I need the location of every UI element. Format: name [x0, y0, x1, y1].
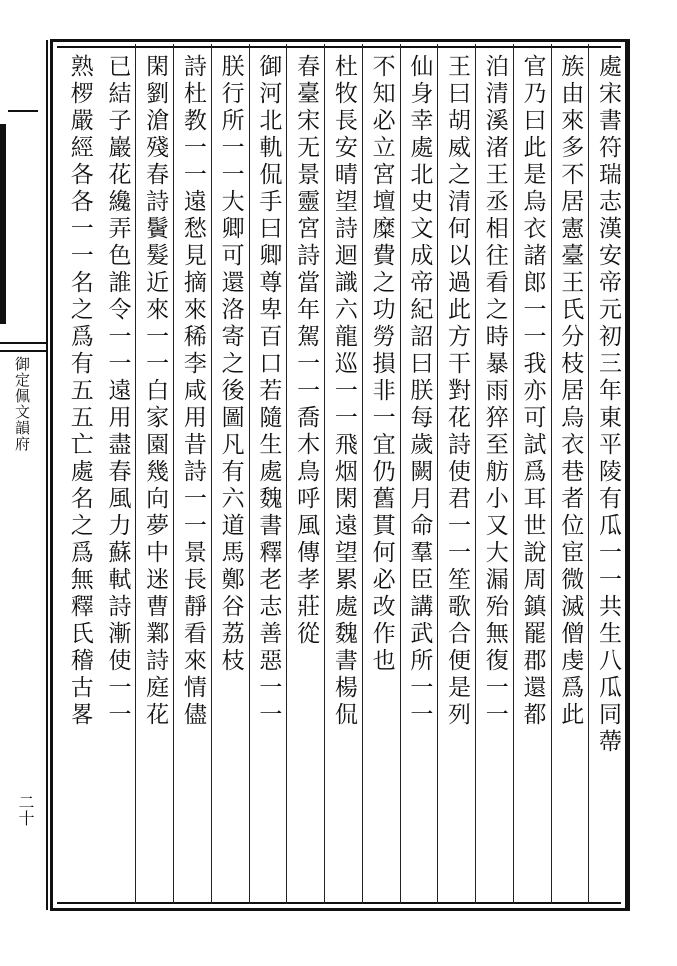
margin-line-top: [8, 110, 38, 112]
text-column-6: 仙身幸處北史文成帝紀詔曰朕每歲闕月命羣臣講武所一一: [406, 54, 433, 729]
text-column-12: 詩杜教一一遠愁見摘來稀李咸用昔詩一一景長靜看來情儘: [179, 54, 206, 729]
text-column-7: 不知必立宮壇糜費之功勞損非一宜仍舊貫何必改作也: [368, 54, 395, 675]
text-column-2: 族由來多不居憲臺王氏分枝居烏衣巷者位宦微滅僧虔爲此: [557, 54, 584, 729]
margin-strip: [0, 40, 48, 910]
text-column-11: 朕行所一一大卿可還洛寄之後圖凡有六道馬鄭谷荔枝: [217, 54, 244, 675]
text-column-13: 閑劉滄殘春詩鬢髮近來一一白家園幾向夢中迷曹鄴詩庭花: [142, 54, 169, 729]
page-number: 二十: [16, 794, 35, 826]
text-column-14: 已結子巖花纔弄色誰令一一遠用盡春風力蘇軾詩漸使一一: [104, 54, 131, 729]
text-column-8: 杜牧長安晴望詩迴識六龍巡一一飛烟閑遠望累處魏書楊侃: [330, 54, 357, 729]
text-column-15: 熟椤嚴經各各一一名之爲有五五亡處名之爲無釋氏稽古畧: [66, 54, 93, 729]
text-column-4: 泊清溪渚王丞相往看之時暴雨猝至舫小又大漏殆無復一一: [481, 54, 508, 729]
book-title: 御定佩文韻府: [13, 356, 31, 452]
margin-block-mark: [0, 124, 6, 324]
text-column-3: 官乃曰此是烏衣諸郎一一我亦可試爲耳世說周鎮罷郡還都: [519, 54, 546, 729]
text-column-5: 王曰胡威之清何以過此方干對花詩使君一一笙歌合便是列: [444, 54, 471, 729]
fishtail-mark: [0, 336, 46, 352]
text-column-9: 春臺宋无景靈宮詩當年駕一一喬木鳥呼風傳孝莊從: [293, 54, 320, 648]
text-column-10: 御河北軌侃手曰卿尊卑百口若隨生處魏書釋老志善惡一一: [255, 54, 282, 729]
text-column-1: 處宋書符瑞志漢安帝元初三年東平陵有瓜一一共生八瓜同蔕: [594, 54, 621, 756]
